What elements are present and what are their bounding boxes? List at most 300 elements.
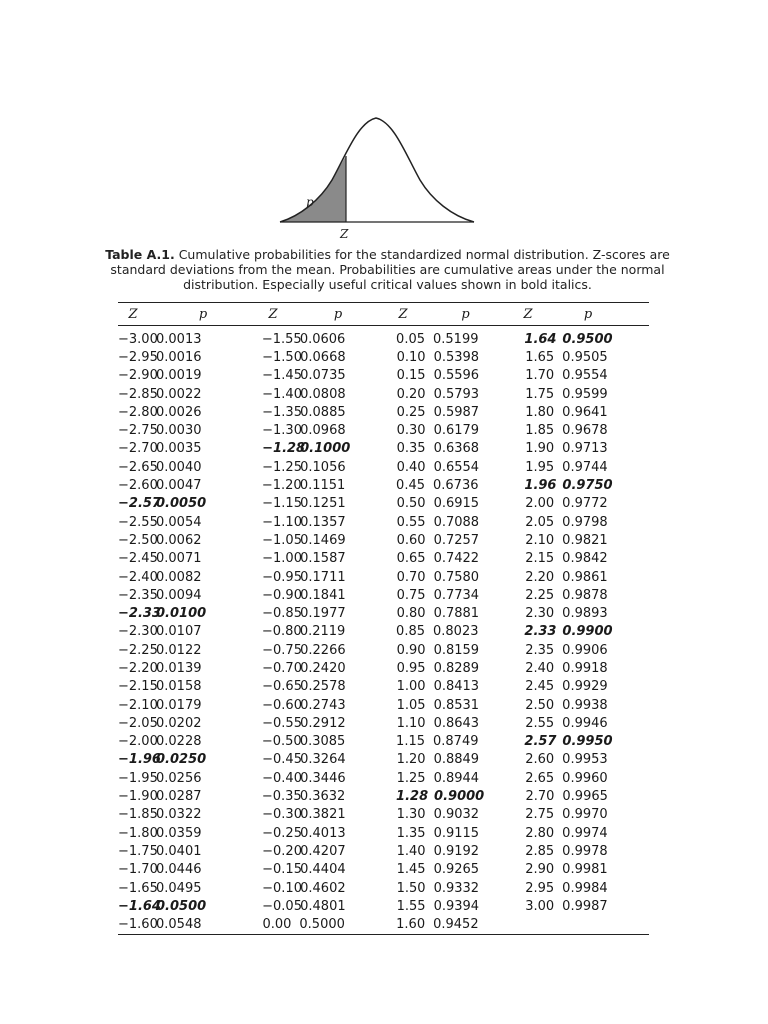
probability-cell: 0.0071 — [156, 551, 202, 567]
probability-cell: 0.9678 — [562, 423, 608, 439]
probability-cell: 0.4602 — [300, 880, 346, 896]
z-score-cell: 2.65 — [525, 770, 555, 786]
z-score-cell: 2.15 — [525, 551, 555, 567]
z-score-cell: −0.95 — [262, 569, 302, 585]
probability-cell: 0.9772 — [562, 496, 608, 512]
probability-cell: 0.4013 — [300, 825, 346, 841]
z-score-cell: 1.25 — [396, 770, 426, 786]
probability-cell: 0.0179 — [156, 697, 202, 713]
probability-cell: 0.0139 — [156, 660, 202, 676]
figure-z-label: Z — [340, 227, 349, 241]
probability-cell: 0.6368 — [433, 441, 480, 457]
probability-cell: 0.2266 — [300, 642, 346, 658]
probability-cell: 0.0040 — [156, 459, 202, 475]
z-score-cell: 1.55 — [396, 898, 426, 914]
z-score-cell: 0.15 — [396, 368, 426, 384]
table-row — [118, 769, 649, 787]
probability-cell: 0.9900 — [562, 624, 613, 640]
probability-cell: 0.5000 — [299, 917, 345, 933]
probability-cell: 0.0019 — [156, 368, 202, 384]
z-score-cell: 1.45 — [396, 862, 426, 878]
probability-cell: 0.7257 — [433, 532, 480, 548]
probability-cell: 0.0016 — [156, 349, 202, 365]
probability-cell: 0.9960 — [562, 770, 608, 786]
probability-cell: 0.9265 — [433, 862, 480, 878]
z-score-cell: −0.15 — [262, 862, 302, 878]
z-score-cell: −0.50 — [261, 734, 302, 750]
probability-cell: 0.6554 — [433, 459, 480, 475]
probability-cell: 0.8849 — [433, 752, 480, 768]
z-score-cell: 1.64 — [524, 331, 557, 347]
probability-cell: 0.4801 — [300, 898, 346, 914]
z-score-cell: −2.45 — [118, 551, 158, 567]
header-p-3: p — [461, 306, 470, 322]
z-score-cell: −2.25 — [118, 642, 158, 658]
probability-cell: 0.9394 — [433, 898, 480, 914]
probability-cell: 0.0735 — [300, 368, 346, 384]
table-row — [118, 495, 649, 513]
z-score-cell: 1.40 — [396, 843, 426, 859]
probability-cell: 0.3821 — [300, 807, 346, 823]
table-row — [118, 879, 649, 897]
z-score-cell: 0.35 — [396, 441, 426, 457]
z-score-cell: 1.60 — [396, 917, 426, 933]
probability-cell: 0.0359 — [156, 825, 202, 841]
table-row — [118, 531, 649, 549]
probability-cell: 0.9974 — [562, 825, 608, 841]
table-row — [118, 421, 649, 439]
table-row — [118, 806, 649, 824]
z-score-cell: 0.55 — [396, 514, 426, 530]
probability-cell: 0.8023 — [433, 624, 479, 640]
probability-cell: 0.9192 — [433, 843, 480, 859]
z-score-cell: −2.95 — [118, 349, 158, 365]
table-row — [118, 916, 649, 934]
probability-cell: 0.8289 — [433, 660, 480, 676]
z-score-cell: −1.30 — [262, 423, 302, 439]
z-score-cell: 0.80 — [396, 606, 426, 622]
probability-cell: 0.0668 — [300, 349, 346, 365]
probability-cell: 0.0500 — [156, 898, 207, 914]
z-score-cell: 0.45 — [396, 478, 425, 494]
table-row — [118, 403, 649, 421]
table-row — [118, 550, 649, 568]
z-score-cell: 1.15 — [396, 734, 425, 750]
z-score-cell: −0.45 — [262, 752, 302, 768]
caption-text: Cumulative probabilities for the standardized normal distribution. Z-scores are standard deviations from the mean. Probabilities are cumulative areas under the normal distribution. Especially useful critical values shown in bold italics. — [110, 247, 670, 292]
probability-cell: 0.8944 — [433, 770, 480, 786]
probability-cell: 0.9115 — [433, 825, 480, 841]
probability-cell: 0.1357 — [300, 514, 346, 530]
z-score-cell: 0.75 — [396, 587, 426, 603]
probability-cell: 0.1251 — [300, 496, 346, 512]
z-score-cell: 1.30 — [396, 807, 426, 823]
z-score-cell: 0.50 — [396, 496, 426, 512]
probability-cell: 0.9938 — [562, 697, 608, 713]
z-score-cell: 1.95 — [525, 459, 555, 475]
z-score-cell: 2.45 — [525, 679, 555, 695]
z-score-cell: 2.00 — [525, 496, 555, 512]
table-row — [118, 842, 649, 860]
z-score-cell: −0.70 — [262, 660, 302, 676]
probability-cell: 0.4404 — [300, 862, 346, 878]
table-row — [118, 623, 649, 641]
probability-cell: 0.0100 — [156, 606, 207, 622]
z-score-cell: 1.75 — [525, 386, 555, 402]
z-score-cell: 0.05 — [396, 331, 425, 347]
table-caption — [105, 247, 670, 292]
z-score-cell: −1.80 — [118, 825, 158, 841]
probability-cell: 0.0122 — [156, 642, 202, 658]
z-score-cell: −0.80 — [261, 624, 302, 640]
z-score-cell: −2.90 — [118, 368, 158, 384]
probability-cell: 0.9744 — [562, 459, 608, 475]
z-table — [118, 302, 649, 935]
table-row — [118, 751, 649, 769]
z-score-cell: −1.50 — [262, 349, 302, 365]
z-score-cell: −1.45 — [262, 368, 302, 384]
header-z-4: Z — [523, 306, 533, 322]
z-score-cell: −2.80 — [118, 404, 158, 420]
table-row — [118, 367, 649, 385]
figure-p-label: p — [306, 195, 314, 209]
z-score-cell: 0.60 — [396, 532, 426, 548]
table-header-row — [118, 303, 649, 325]
z-score-cell: −1.28 — [262, 441, 306, 457]
probability-cell: 0.7881 — [433, 606, 480, 622]
z-score-cell: −2.33 — [118, 606, 161, 622]
probability-cell: 0.9906 — [562, 642, 608, 658]
probability-cell: 0.1151 — [299, 478, 346, 494]
header-p-2: p — [333, 306, 343, 322]
z-score-cell: 2.75 — [525, 807, 555, 823]
z-score-cell: 2.25 — [525, 587, 555, 603]
z-score-cell: 0.10 — [396, 349, 426, 365]
probability-cell: 0.9452 — [433, 917, 479, 933]
z-score-cell: 1.50 — [396, 880, 426, 896]
z-score-cell: 2.35 — [525, 642, 555, 658]
probability-cell: 0.5398 — [433, 349, 480, 365]
z-score-cell: 1.20 — [396, 752, 426, 768]
z-score-cell: 2.30 — [525, 606, 555, 622]
probability-cell: 0.1469 — [300, 532, 346, 548]
z-score-cell: −1.35 — [262, 404, 302, 420]
table-row — [118, 714, 649, 732]
probability-cell: 0.0202 — [156, 715, 202, 731]
probability-cell: 0.0022 — [156, 386, 202, 402]
z-score-cell: −2.85 — [118, 386, 158, 402]
probability-cell: 0.7734 — [433, 587, 480, 603]
probability-cell: 0.0968 — [300, 423, 346, 439]
probability-cell: 0.9599 — [562, 386, 608, 402]
z-score-cell: 1.96 — [524, 478, 557, 494]
table-row — [118, 861, 649, 879]
z-score-cell: 1.10 — [396, 715, 426, 731]
probability-cell: 0.9984 — [562, 880, 608, 896]
probability-cell: 0.2743 — [300, 697, 346, 713]
probability-cell: 0.9000 — [434, 789, 485, 805]
probability-cell: 0.9505 — [562, 349, 608, 365]
probability-cell: 0.5596 — [433, 368, 480, 384]
probability-cell: 0.0446 — [156, 862, 202, 878]
probability-cell: 0.9032 — [433, 807, 480, 823]
probability-cell: 0.0030 — [156, 423, 202, 439]
normal-curve-figure — [270, 100, 490, 245]
probability-cell: 0.0495 — [156, 880, 202, 896]
z-score-cell: −1.60 — [118, 917, 158, 933]
z-score-cell: 2.05 — [525, 514, 555, 530]
probability-cell: 0.7580 — [433, 569, 480, 585]
table-row — [118, 330, 649, 348]
header-z-3: Z — [398, 306, 408, 322]
probability-cell: 0.8531 — [433, 697, 480, 713]
probability-cell: 0.0107 — [156, 624, 202, 640]
z-score-cell: −1.15 — [262, 496, 302, 512]
table-row — [118, 513, 649, 531]
table-row — [118, 824, 649, 842]
z-score-cell: 3.00 — [525, 898, 555, 914]
z-score-cell: −0.90 — [262, 587, 302, 603]
probability-cell: 0.7088 — [433, 514, 480, 530]
probability-cell: 0.0250 — [156, 752, 207, 768]
z-score-cell: −0.55 — [262, 715, 302, 731]
probability-cell: 0.0035 — [156, 441, 202, 457]
z-score-cell: −2.40 — [118, 569, 158, 585]
z-score-cell: −1.75 — [118, 843, 158, 859]
probability-cell: 0.9953 — [562, 752, 608, 768]
table-row — [118, 659, 649, 677]
z-score-cell: −1.85 — [118, 807, 158, 823]
probability-cell: 0.0026 — [156, 404, 202, 420]
probability-cell: 0.9981 — [562, 862, 608, 878]
z-score-cell: −0.75 — [262, 642, 302, 658]
probability-cell: 0.9929 — [562, 679, 608, 695]
table-row — [118, 604, 649, 622]
probability-cell: 0.9965 — [562, 789, 608, 805]
z-score-cell: 1.90 — [525, 441, 555, 457]
probability-cell: 0.9978 — [562, 843, 608, 859]
z-score-cell: 2.10 — [525, 532, 555, 548]
probability-cell: 0.8643 — [433, 715, 480, 731]
z-score-cell: 1.65 — [525, 349, 555, 365]
z-score-cell: −1.05 — [262, 532, 302, 548]
z-score-cell: −2.60 — [118, 478, 158, 494]
z-score-cell: 0.70 — [396, 569, 426, 585]
probability-cell: 0.7422 — [433, 551, 480, 567]
probability-cell: 0.4207 — [300, 843, 346, 859]
probability-cell: 0.2912 — [300, 715, 346, 731]
table-row — [118, 458, 649, 476]
probability-cell: 0.9842 — [562, 551, 608, 567]
probability-cell: 0.9750 — [562, 478, 613, 494]
z-score-cell: 2.90 — [525, 862, 555, 878]
probability-cell: 0.0885 — [300, 404, 346, 420]
probability-cell: 0.0094 — [156, 587, 202, 603]
z-score-cell: −0.85 — [262, 606, 302, 622]
z-score-cell: −2.30 — [118, 624, 158, 640]
z-score-cell: −1.55 — [261, 331, 302, 347]
table-row — [118, 348, 649, 366]
probability-cell: 0.0050 — [156, 496, 207, 512]
z-score-cell: −0.05 — [262, 898, 302, 914]
probability-cell: 0.3632 — [299, 789, 346, 805]
z-score-cell: 2.70 — [525, 789, 555, 805]
probability-cell: 0.8749 — [433, 734, 479, 750]
probability-cell: 0.9946 — [562, 715, 608, 731]
probability-cell: 0.0047 — [156, 478, 202, 494]
probability-cell: 0.0082 — [156, 569, 202, 585]
table-row — [118, 696, 649, 714]
z-score-cell: −2.00 — [118, 734, 158, 750]
table-row — [118, 568, 649, 586]
header-p-4: p — [583, 306, 593, 322]
probability-cell: 0.5793 — [433, 386, 480, 402]
z-score-cell: −0.35 — [261, 789, 302, 805]
z-score-cell: 1.80 — [525, 404, 555, 420]
probability-cell: 0.0548 — [156, 917, 202, 933]
probability-cell: 0.0228 — [156, 734, 202, 750]
z-score-cell: −2.57 — [118, 496, 161, 512]
z-score-cell: −1.64 — [118, 898, 161, 914]
z-score-cell: −1.70 — [118, 862, 158, 878]
table-row — [118, 787, 649, 805]
table-row — [118, 897, 649, 915]
probability-cell: 0.2420 — [300, 660, 346, 676]
z-score-cell: 1.28 — [396, 789, 429, 805]
z-score-cell: −1.10 — [262, 514, 302, 530]
z-score-cell: 0.90 — [396, 642, 426, 658]
table-row — [118, 476, 649, 494]
probability-cell: 0.0158 — [156, 679, 202, 695]
z-score-cell: 0.40 — [396, 459, 426, 475]
z-score-cell: 2.55 — [525, 715, 555, 731]
z-score-cell: −2.65 — [118, 459, 158, 475]
probability-cell: 0.0401 — [156, 843, 202, 859]
probability-cell: 0.6179 — [433, 423, 480, 439]
z-score-cell: 0.85 — [396, 624, 425, 640]
z-score-cell: −1.40 — [262, 386, 302, 402]
header-p-1: p — [198, 306, 208, 322]
probability-cell: 0.1000 — [300, 441, 351, 457]
caption-lead: Table A.1. — [105, 247, 175, 262]
probability-cell: 0.2119 — [299, 624, 346, 640]
z-score-cell: 2.95 — [525, 880, 555, 896]
probability-cell: 0.8159 — [433, 642, 480, 658]
z-score-cell: 0.25 — [396, 404, 426, 420]
z-score-cell: −2.35 — [118, 587, 158, 603]
z-score-cell: 1.85 — [525, 423, 555, 439]
table-row — [118, 678, 649, 696]
z-score-cell: −0.20 — [262, 843, 302, 859]
table-row — [118, 586, 649, 604]
probability-cell: 0.1841 — [300, 587, 346, 603]
z-score-cell: −1.00 — [262, 551, 302, 567]
probability-cell: 0.9641 — [562, 404, 608, 420]
probability-cell: 0.9554 — [562, 368, 608, 384]
z-score-cell: −2.10 — [118, 697, 158, 713]
z-score-cell: 2.60 — [525, 752, 555, 768]
z-score-cell: −0.65 — [262, 679, 302, 695]
z-score-cell: 0.65 — [396, 551, 426, 567]
z-score-cell: 1.05 — [396, 697, 426, 713]
probability-cell: 0.0287 — [156, 789, 202, 805]
probability-cell: 0.2578 — [300, 679, 346, 695]
probability-cell: 0.8413 — [433, 679, 480, 695]
probability-cell: 0.9861 — [562, 569, 608, 585]
z-score-cell: 0.95 — [396, 660, 426, 676]
z-score-cell: 2.85 — [525, 843, 555, 859]
shaded-tail-area — [280, 156, 346, 222]
z-score-cell: −2.15 — [118, 679, 158, 695]
probability-cell: 0.6736 — [433, 478, 479, 494]
z-score-cell: −2.70 — [118, 441, 158, 457]
probability-cell: 0.0054 — [156, 514, 202, 530]
z-score-cell: −0.10 — [262, 880, 302, 896]
z-score-cell: −0.25 — [262, 825, 302, 841]
table-row — [118, 641, 649, 659]
probability-cell: 0.0256 — [156, 770, 202, 786]
z-score-cell: −1.20 — [261, 478, 302, 494]
z-score-cell: 2.57 — [524, 734, 557, 750]
probability-cell: 0.1977 — [300, 606, 346, 622]
probability-cell: 0.9950 — [562, 734, 613, 750]
z-score-cell: 1.00 — [396, 679, 426, 695]
z-score-cell: −1.65 — [118, 880, 158, 896]
table-row — [118, 385, 649, 403]
probability-cell: 0.1056 — [300, 459, 346, 475]
z-score-cell: −1.95 — [118, 770, 158, 786]
z-score-cell: 0.30 — [396, 423, 426, 439]
probability-cell: 0.0322 — [156, 807, 202, 823]
z-score-cell: −2.20 — [118, 660, 158, 676]
probability-cell: 0.0808 — [300, 386, 346, 402]
z-score-cell: −2.05 — [118, 715, 158, 731]
probability-cell: 0.9970 — [562, 807, 608, 823]
probability-cell: 0.9918 — [562, 660, 608, 676]
header-z-1: Z — [128, 306, 138, 322]
z-score-cell: 0.00 — [262, 917, 292, 933]
probability-cell: 0.0606 — [299, 331, 346, 347]
table-row — [118, 440, 649, 458]
table-bottom-rule — [118, 934, 649, 935]
table-row — [118, 733, 649, 751]
z-score-cell: −3.00 — [118, 331, 158, 347]
probability-cell: 0.6915 — [433, 496, 480, 512]
z-score-cell: 1.35 — [396, 825, 426, 841]
probability-cell: 0.0013 — [156, 331, 202, 347]
probability-cell: 0.9798 — [562, 514, 608, 530]
probability-cell: 0.9332 — [433, 880, 480, 896]
probability-cell: 0.5199 — [433, 331, 479, 347]
z-score-cell: −1.25 — [262, 459, 302, 475]
table-body — [118, 326, 649, 934]
z-score-cell: 0.20 — [396, 386, 426, 402]
z-score-cell: −2.55 — [118, 514, 158, 530]
probability-cell: 0.3446 — [300, 770, 346, 786]
probability-cell: 0.1587 — [300, 551, 346, 567]
z-score-cell: −0.30 — [262, 807, 302, 823]
z-score-cell: −0.60 — [262, 697, 302, 713]
probability-cell: 0.9500 — [562, 331, 613, 347]
z-score-cell: 2.20 — [525, 569, 555, 585]
probability-cell: 0.9878 — [562, 587, 608, 603]
z-score-cell: −2.50 — [118, 532, 158, 548]
header-z-2: Z — [268, 306, 278, 322]
z-score-cell: 2.50 — [525, 697, 555, 713]
z-score-cell: 2.40 — [525, 660, 555, 676]
z-score-cell: −0.40 — [262, 770, 302, 786]
probability-cell: 0.9987 — [562, 898, 608, 914]
